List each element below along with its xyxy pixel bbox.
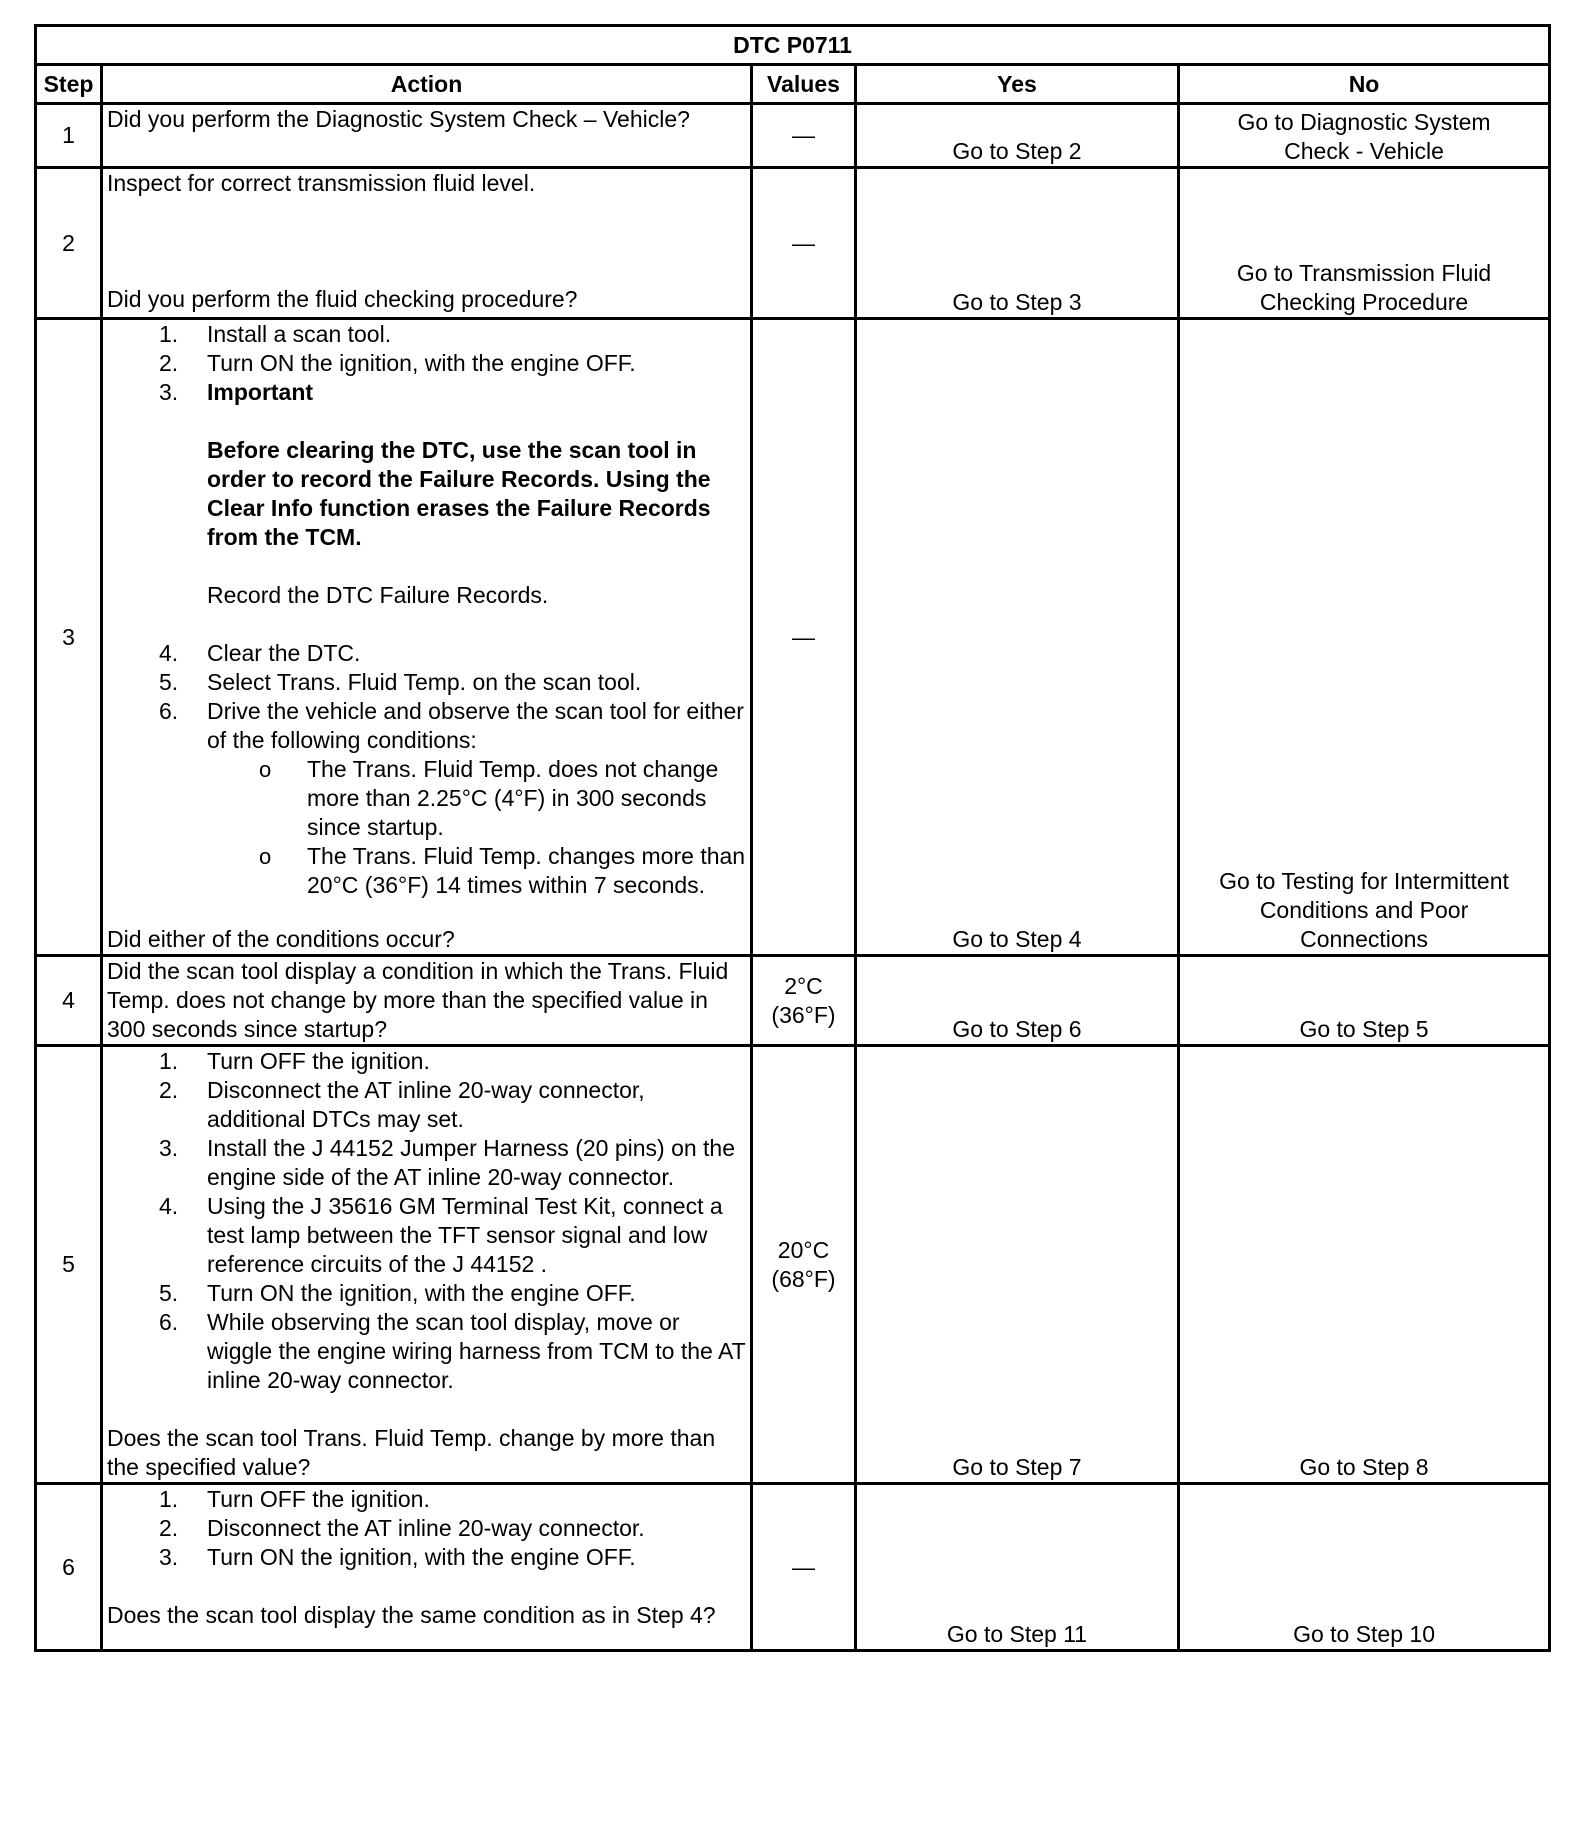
no-cell [1179,104,1550,168]
yes-cell: Go to Step 11 [856,1484,1179,1651]
action-cell [102,319,752,956]
no-cell: Go to Step 8 [1179,1046,1550,1484]
table-row [36,104,1550,168]
value-celsius: 20°C [777,1236,830,1263]
action-cell [102,1046,752,1484]
action-question: Did either of the conditions occur? [107,926,455,952]
table-row [36,168,1550,319]
table-row [36,1484,1550,1651]
header-yes: Yes [856,65,1179,104]
dtc-document [34,24,1548,1652]
table-title: DTC P0711 [36,26,1550,65]
list-item: 6. While observing the scan tool display, move or wiggle the engine wiring harness from TCM to the AT inline 20-way connector. [159,1309,746,1393]
value-dash: — [792,122,815,148]
yes-cell: Go to Step 7 [856,1046,1179,1484]
no-cell [1179,319,1550,956]
list-item: 3. Install the J 44152 Jumper Harness (20 pins) on the engine side of the AT inline 20-way connector. [159,1135,736,1190]
action-question: Did you perform the fluid checking procedure? [107,286,578,312]
procedure-list [107,1047,746,1395]
header-action: Action [102,65,752,104]
list-item: 4. Using the J 35616 GM Terminal Test Kit, connect a test lamp between the TFT sensor signal and low reference circuits of the J 44152 . [159,1193,723,1277]
list-item: 1. Install a scan tool. [159,321,392,347]
table-title-row [36,26,1550,65]
action-cell [102,1484,752,1651]
action-cell [102,168,752,319]
value-fahrenheit: (36°F) [771,1001,836,1028]
no-cell: Go to Step 10 [1179,1484,1550,1651]
header-step: Step [36,65,102,104]
condition-item: o The Trans. Fluid Temp. does not change more than 2.25°C (4°F) in 300 seconds since startup. [259,756,719,840]
yes-cell: Go to Step 4 [856,319,1179,956]
important-note: Before clearing the DTC, use the scan tool in order to record the Failure Records. Using the Clear Info function erases the Failure Records from the TCM. [207,437,711,550]
circle-bullet-icon: o [259,757,272,782]
action-question: Did you perform the Diagnostic System Check – Vehicle? [107,106,690,132]
value-cell [752,319,856,956]
value-dash: — [792,1553,815,1580]
important-label: Important [207,379,314,405]
table-row [36,1046,1550,1484]
circle-bullet-icon: o [259,844,272,869]
no-line: Go to Testing for Intermittent [1219,868,1509,894]
value-cell [752,1046,856,1484]
yes-cell: Go to Step 3 [856,168,1179,319]
record-note: Record the DTC Failure Records. [207,582,549,608]
list-item: 3. Important Before clearing the DTC, use the scan tool in order to record the Failure Records. Using the Clear Info function erases the Failure Records from the TCM. Record the DTC Failure Records. [107,378,746,639]
list-item: 2. Turn ON the ignition, with the engine OFF. [159,350,636,376]
list-item: 5. Turn ON the ignition, with the engine OFF. [159,1280,636,1306]
value-cell [752,104,856,168]
list-item: 2. Disconnect the AT inline 20-way connector. [159,1515,645,1541]
step-number: 5 [36,1046,102,1484]
list-item: 5. Select Trans. Fluid Temp. on the scan tool. [159,669,642,695]
value-cell [752,1484,856,1651]
no-cell: Go to Step 5 [1179,956,1550,1046]
table-row [36,956,1550,1046]
step-number: 6 [36,1484,102,1651]
no-line: Go to Transmission Fluid [1236,260,1492,286]
value-dash: — [792,623,815,650]
value-dash: — [792,229,815,256]
list-item: 6. Drive the vehicle and observe the scan tool for either of the following conditions: o The Trans. Fluid Temp. does not change more than 2.25°C (4°F) in 300 seconds since startup. o The Trans. Fluid Temp. changes more than 20°C (36°F) 14 times within 7 seconds. [107,697,746,900]
dtc-table [34,24,1551,1652]
condition-item: o The Trans. Fluid Temp. changes more than 20°C (36°F) 14 times within 7 seconds. [259,843,746,898]
header-row [36,65,1550,104]
no-line: Check - Vehicle [1284,138,1444,164]
table-row [36,319,1550,956]
value-cell [752,956,856,1046]
action-cell [102,956,752,1046]
header-values: Values [752,65,856,104]
action-intro: Inspect for correct transmission fluid level. [107,170,536,196]
value-cell [752,168,856,319]
no-line: Checking Procedure [1259,289,1469,315]
header-no: No [1179,65,1550,104]
action-question: Does the scan tool display the same condition as in Step 4? [107,1602,716,1628]
value-fahrenheit: (68°F) [771,1265,836,1292]
step-number: 3 [36,319,102,956]
step-number: 1 [36,104,102,168]
value-celsius: 2°C [784,972,823,999]
list-item: 4. Clear the DTC. [159,640,361,666]
yes-cell: Go to Step 6 [856,956,1179,1046]
list-item: 1. Turn OFF the ignition. [159,1486,430,1512]
list-item: 1. Turn OFF the ignition. [159,1048,430,1074]
yes-cell: Go to Step 2 [856,104,1179,168]
procedure-list [107,320,746,900]
no-line: Conditions and Poor [1259,897,1469,923]
conditions-list [107,755,746,900]
procedure-list [107,1485,746,1572]
step-number: 4 [36,956,102,1046]
action-cell [102,104,752,168]
no-cell [1179,168,1550,319]
action-question: Did the scan tool display a condition in which the Trans. Fluid Temp. does not change by more than the specified value in 300 seconds since startup? [107,958,729,1042]
action-question: Does the scan tool Trans. Fluid Temp. change by more than the specified value? [107,1425,716,1480]
list-item: 2. Disconnect the AT inline 20-way connector, additional DTCs may set. [159,1077,645,1132]
list-item: 3. Turn ON the ignition, with the engine OFF. [159,1544,636,1570]
step-number: 2 [36,168,102,319]
no-line: Go to Diagnostic System [1237,109,1491,135]
no-line: Connections [1300,926,1428,952]
